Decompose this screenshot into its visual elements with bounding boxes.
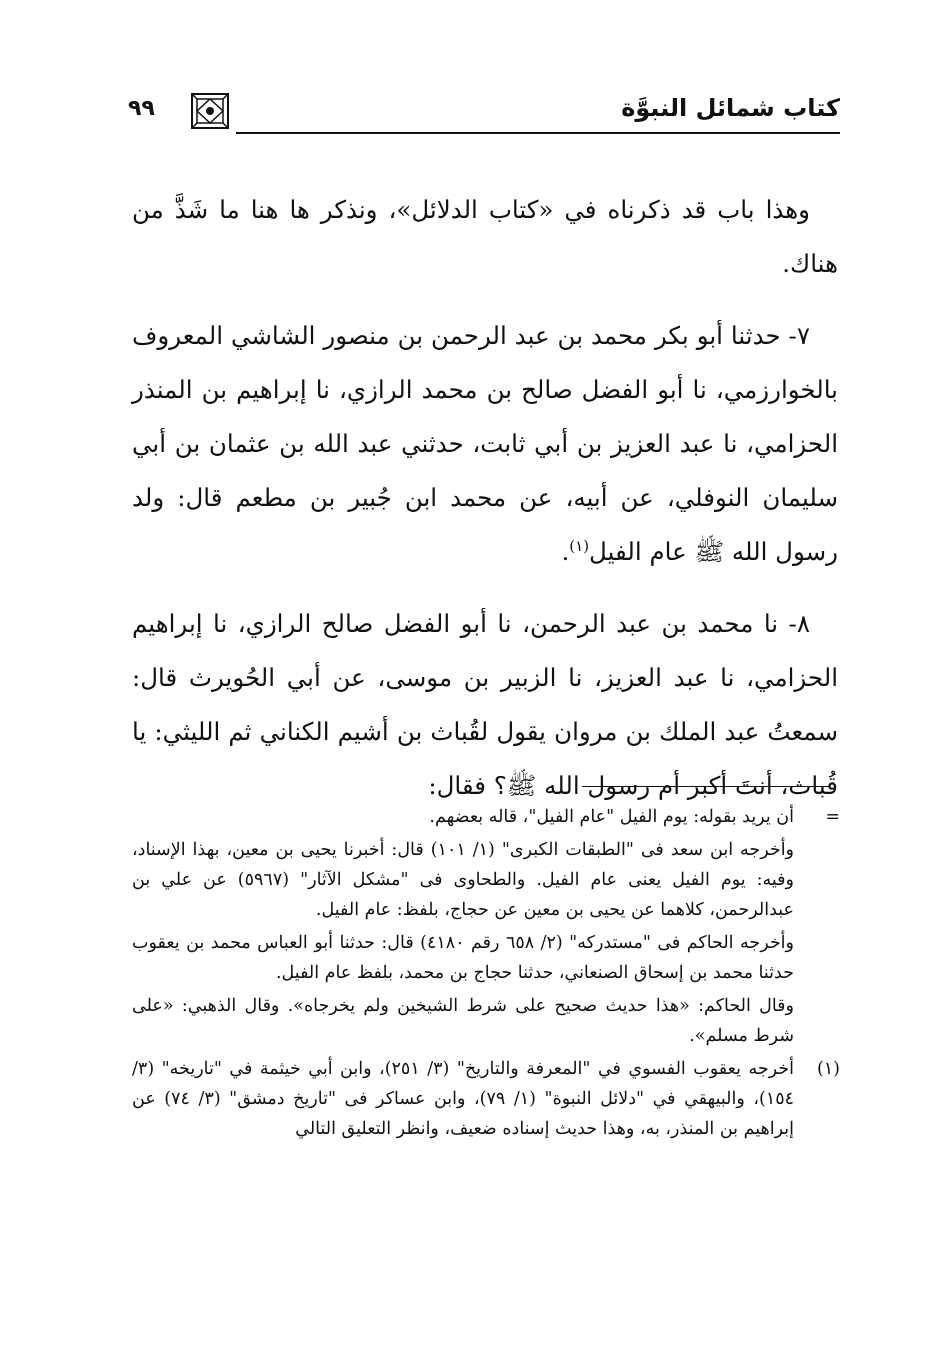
running-header	[128, 92, 840, 136]
footnote-ref-1: (١)	[569, 536, 590, 555]
header-rule	[236, 132, 840, 134]
book-title: كتاب شمائل النبوَّة	[621, 94, 840, 122]
footnotes	[132, 802, 840, 1147]
footnote-separator	[582, 786, 830, 787]
footnote-1-text: أخرجه يعقوب الفسوي في "المعرفة والتاريخ" (٣/ ٢٥١)، وابن أبي خيثمة في "تاريخه" (٣/ ١٥٤)، والبيهقي في "دلائل النبوة" (١/ ٧٩)، وابن عساكر فى "تاريخ دمشق" (٣/ ٧٤) عن إبراهيم بن المنذر، به، وهذا حديث إسناده ضعيف، وانظر التعليق التالي	[132, 1059, 795, 1139]
intro-paragraph: وهذا باب قد ذكرناه في «كتاب الدلائل»، ونذكر ها هنا ما شَذَّ من هناك.	[132, 195, 838, 278]
hadith-8-paragraph: ٨- نا محمد بن عبد الرحمن، نا أبو الفضل صالح الرازي، نا إبراهيم الحزامي، نا عبد العزيز، نا الزبير بن موسى، عن أبي الحُويرث قال: سمعتُ عبد الملك بن مروان يقول لقُباث بن أشيم الكناني ثم الليثي: يا قُباث، أنتَ أكبر أم رسول الله ﷺ؟ فقال:	[132, 609, 838, 800]
hadith-7-paragraph	[132, 309, 838, 579]
continuation-mark: =	[825, 807, 840, 827]
main-text	[132, 183, 838, 813]
footnote-note-b: وأخرجه الحاكم فى "مستدركه" (٢/ ٦٥٨ رقم ٤١٨٠) قال: حدثنا أبو العباس محمد بن يعقوب حدثنا محمد بن إسحاق الصنعاني، حدثنا حجاج بن محمد، بلفظ عام الفيل.	[132, 933, 794, 983]
hadith-7-end: .	[561, 537, 570, 566]
footnote-note-c: وقال الحاكم: «هذا حديث صحيح على شرط الشيخين ولم يخرجاه». وقال الذهبي: «على شرط مسلم».	[132, 996, 794, 1046]
footnote-note-a: وأخرجه ابن سعد فى "الطبقات الكبرى" (١/ ١٠١) قال: أخبرنا يحيى بن معين، بهذا الإسناد، وفيه: يوم الفيل يعنى عام الفيل. والطحاوى فى "مشكل الآثار" (٥٩٦٧) عن علي بن عبدالرحمن، كلاهما عن يحيى بن معين عن حجاج، بلفظ: عام الفيل.	[132, 840, 795, 920]
continuation-text: أن يريد بقوله: يوم الفيل "عام الفيل"، قاله بعضهم.	[429, 807, 794, 827]
footnote-1	[132, 1054, 840, 1144]
footnote-1-mark: (١)	[816, 1059, 840, 1079]
page-number: ٩٩	[128, 96, 155, 121]
footnote-continuation	[132, 802, 840, 832]
ornament-icon	[190, 92, 230, 130]
hadith-7-text: ٧- حدثنا أبو بكر محمد بن عبد الرحمن بن منصور الشاشي المعروف بالخوارزمي، نا أبو الفضل صالح بن محمد الرازي، نا إبراهيم بن المنذر الحزامي، نا عبد العزيز بن أبي ثابت، حدثني عبد الله بن عثمان بن أبي سليمان النوفلي، عن أبيه، عن محمد ابن جُبير بن مطعم قال: ولد رسول الله ﷺ عام الفيل	[132, 321, 838, 566]
